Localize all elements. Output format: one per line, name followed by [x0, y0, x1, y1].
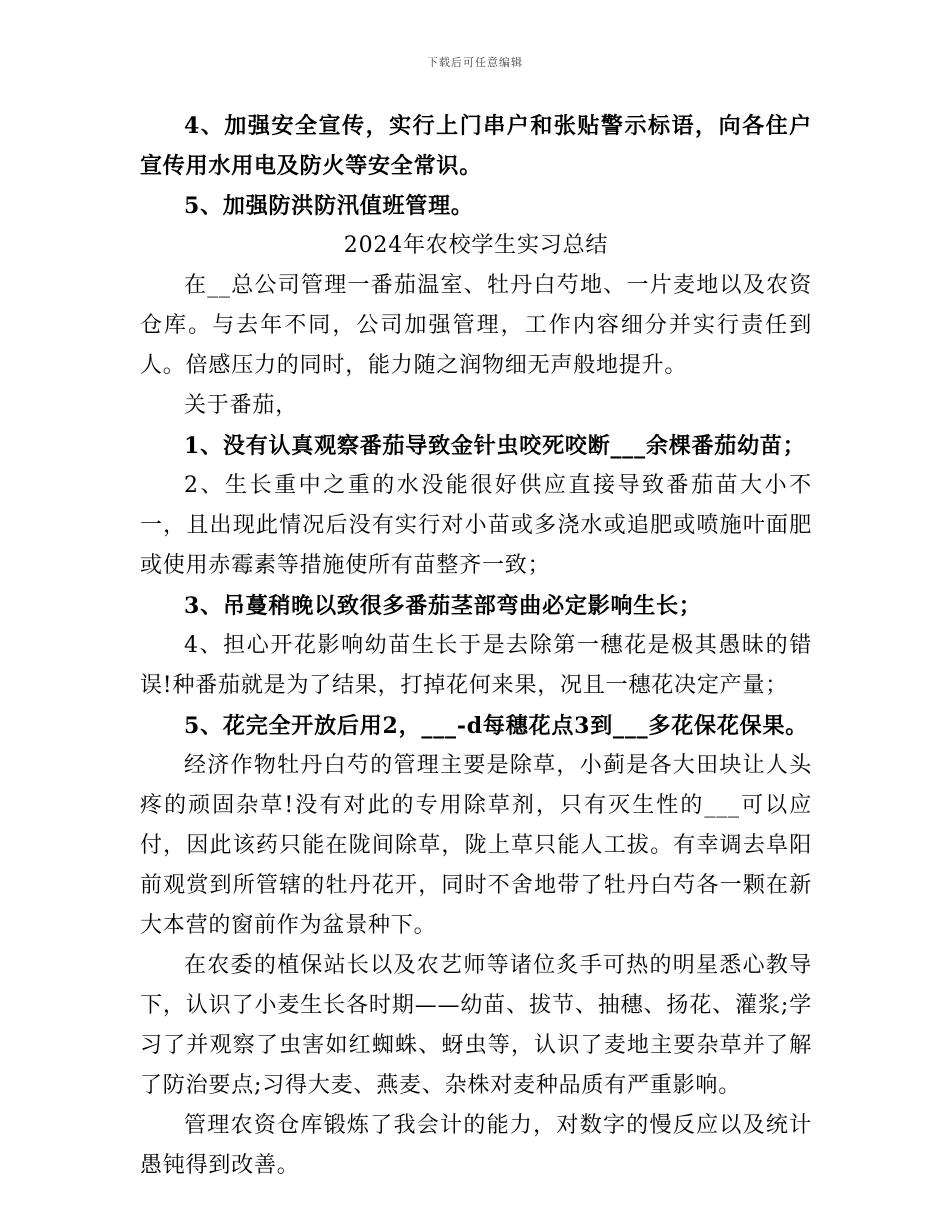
list-item-tomato-3: 3、吊蔓稍晚以致很多番茄茎部弯曲必定影响生长； [184, 593, 702, 619]
document-body [140, 106, 812, 1186]
list-item-tomato-5: 5、花完全开放后用2，___-d每穗花点3到___多花保花保果。 [184, 713, 809, 739]
paragraph-flood-duty: 5、加强防洪防汛值班管理。 [184, 193, 474, 219]
paragraph-warehouse: 管理农资仓库锻炼了我会计的能力，对数字的慢反应以及统计愚钝得到改善。 [140, 1113, 812, 1178]
paragraph-peony: 经济作物牡丹白芍的管理主要是除草，小蓟是各大田块让人头疼的顽固杂草!没有对此的专用除草剂，只有灭生性的___可以应付，因此该药只能在陇间除草，陇上草只能人工拔。有幸调去阜阳前观赏到所管辖的牡丹花开，同时不舍地带了牡丹白芍各一颗在新大本营的窗前作为盆景种下。 [140, 753, 812, 938]
paragraph-safety-publicity: 4、加强安全宣传，实行上门串户和张贴警示标语，向各住户宣传用水用电及防火等安全常识。 [140, 113, 812, 179]
list-item-tomato-4: 4、担心开花影响幼苗生长于是去除第一穗花是极其愚昧的错误!种番茄就是为了结果，打掉花何来果，况且一穗花决定产量； [140, 633, 812, 698]
page-header: 下载后可任意编辑 [427, 56, 523, 69]
paragraph-about-tomato: 关于番茄， [184, 393, 299, 418]
paragraph-wheat: 在农委的植保站长以及农艺师等诸位炙手可热的明星悉心教导下，认识了小麦生长各时期——幼苗、拔节、抽穗、扬花、灌浆;学习了并观察了虫害如红蜘蛛、蚜虫等，认识了麦地主要杂草并了解了防治要点;习得大麦、燕麦、杂株对麦种品质有严重影响。 [140, 953, 812, 1098]
paragraph-intro: 在__总公司管理一番茄温室、牡丹白芍地、一片麦地以及农资仓库。与去年不同，公司加强管理，工作内容细分并实行责任到人。倍感压力的同时，能力随之润物细无声般地提升。 [140, 273, 812, 378]
list-item-tomato-2: 2、生长重中之重的水没能很好供应直接导致番茄苗大小不一，且出现此情况后没有实行对小苗或多浇水或追肥或喷施叶面肥或使用赤霉素等措施使所有苗整齐一致； [140, 473, 812, 578]
list-item-tomato-1: 1、没有认真观察番茄导致金针虫咬死咬断___余棵番茄幼苗； [184, 433, 806, 459]
section-title: 2024年农校学生实习总结 [343, 233, 609, 258]
